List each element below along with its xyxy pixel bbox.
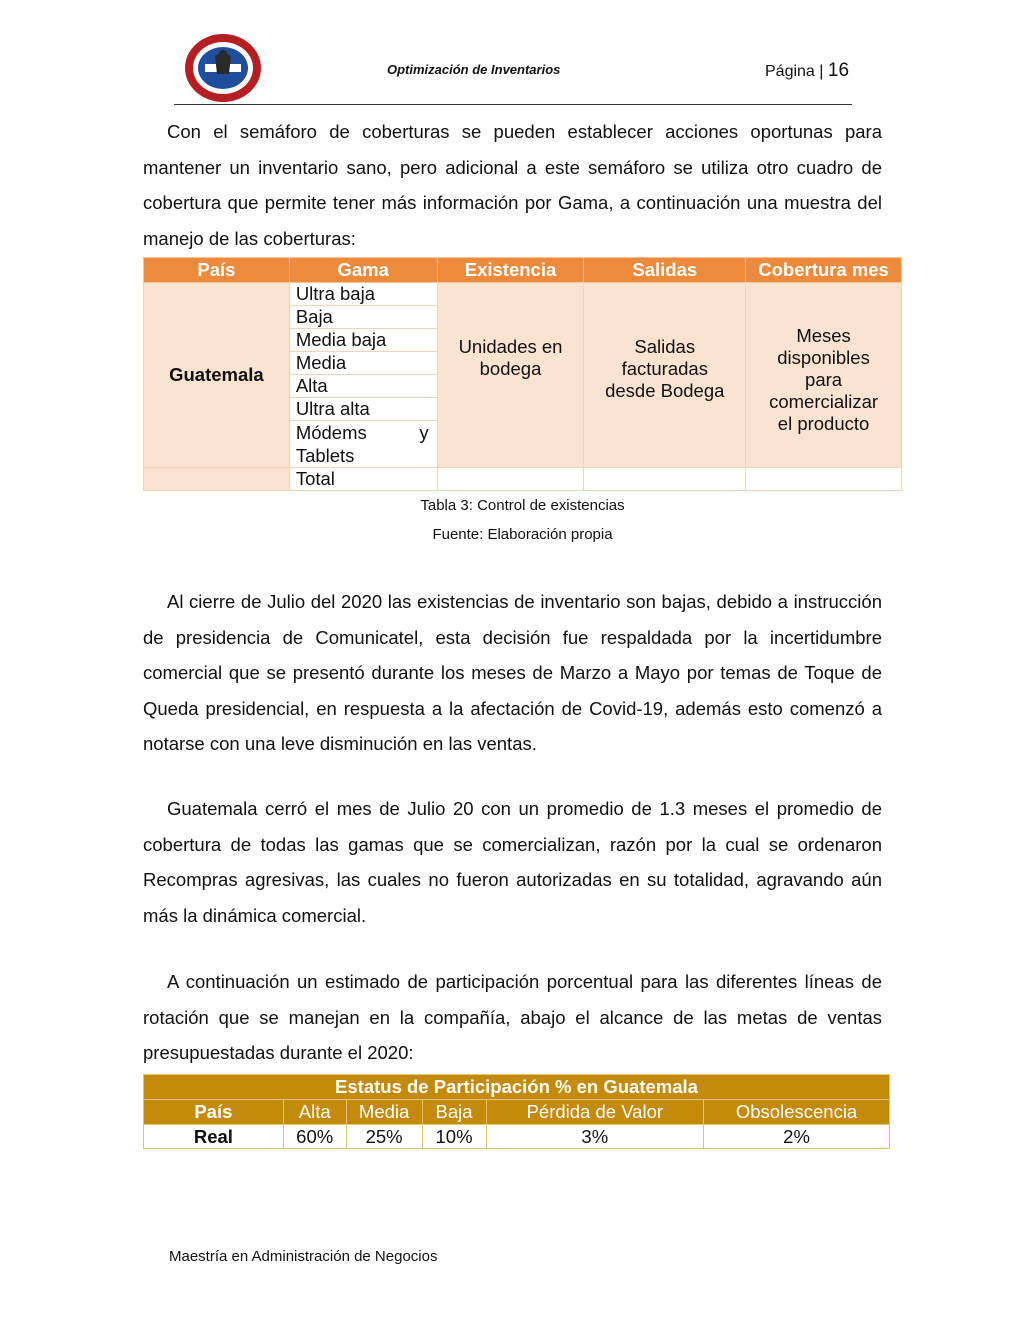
table-row xyxy=(144,468,902,491)
cobertura-cell xyxy=(746,283,902,468)
salidas-cell xyxy=(584,283,746,468)
coverage-table xyxy=(143,257,902,491)
cobertura-line-4: comercializar xyxy=(769,391,879,412)
p-value-perdida: 3% xyxy=(486,1125,704,1149)
p-header-baja: Baja xyxy=(422,1100,486,1125)
country-empty-cell xyxy=(144,468,290,491)
participation-title-row xyxy=(144,1075,890,1100)
table-caption: Tabla 3: Control de existencias xyxy=(420,497,625,514)
paragraph-4: A continuación un estimado de participación porcentual para las diferentes líneas de rotación que se manejan en la compañía, abajo el alcance de las metas de ventas presupuestadas durante el 2020: xyxy=(143,971,882,1063)
participation-header-row xyxy=(144,1100,890,1125)
p-value-alta: 60% xyxy=(283,1125,346,1149)
gama-modems-y: y xyxy=(419,422,429,443)
page-label: Página xyxy=(765,63,815,80)
gama-ultra-alta: Ultra alta xyxy=(289,398,437,421)
table-row xyxy=(144,1125,890,1149)
university-seal-logo xyxy=(183,32,263,104)
coverage-table-header xyxy=(144,258,902,283)
gama-alta: Alta xyxy=(289,375,437,398)
salidas-line-3: desde Bodega xyxy=(605,380,725,401)
gama-tablets-word: Tablets xyxy=(295,445,355,466)
gama-total: Total xyxy=(289,468,437,491)
gama-media: Media xyxy=(289,352,437,375)
header-existencia: Existencia xyxy=(437,258,584,283)
document-header-title: Optimización de Inventarios xyxy=(387,62,561,77)
p-value-media: 25% xyxy=(346,1125,422,1149)
paragraph-3: Guatemala cerró el mes de Julio 20 con un promedio de 1.3 meses el promedio de cobertura de todas las gamas que se comercializan, razón por la cual se ordenaron Recompras agresivas, las cuales no fueron autorizadas en su totalidad, agravando aún más la dinámica comercial. xyxy=(143,798,882,926)
header-gama: Gama xyxy=(289,258,437,283)
participation-title: Estatus de Participación % en Guatemala xyxy=(144,1075,890,1100)
p-value-baja: 10% xyxy=(422,1125,486,1149)
p-header-alta: Alta xyxy=(283,1100,346,1125)
existencia-cell xyxy=(437,283,584,468)
document-footer: Maestría en Administración de Negocios xyxy=(169,1248,438,1265)
header-divider xyxy=(174,104,852,105)
p-header-obsolescencia: Obsolescencia xyxy=(704,1100,890,1125)
gama-baja: Baja xyxy=(289,306,437,329)
p-header-media: Media xyxy=(346,1100,422,1125)
p-row-label: Real xyxy=(144,1125,284,1149)
header-salidas: Salidas xyxy=(584,258,746,283)
gama-media-baja: Media baja xyxy=(289,329,437,352)
salidas-line-1: Salidas xyxy=(634,336,696,357)
total-salidas-cell xyxy=(584,468,746,491)
gama-ultra-baja: Ultra baja xyxy=(289,283,437,306)
gama-modems-tablets xyxy=(289,421,437,468)
table-row xyxy=(144,283,902,306)
page-number-value: 16 xyxy=(827,60,850,81)
p-value-obsolescencia: 2% xyxy=(704,1125,890,1149)
header-cobertura: Cobertura mes xyxy=(746,258,902,283)
salidas-line-2: facturadas xyxy=(621,358,708,379)
paragraph-1: Con el semáforo de coberturas se pueden establecer acciones oportunas para mantener un inventario sano, pero adicional a este semáforo se utiliza otro cuadro de cobertura que permite tener más información por Gama, a continuación una muestra del manejo de las coberturas: xyxy=(143,121,882,249)
p-header-pais: País xyxy=(144,1100,284,1125)
cobertura-line-3: para xyxy=(805,369,843,390)
total-cobertura-cell xyxy=(746,468,902,491)
table-source: Fuente: Elaboración propia xyxy=(432,526,613,543)
participation-table xyxy=(143,1074,890,1149)
page-number: Página | 16 xyxy=(765,60,850,81)
cobertura-line-5: el producto xyxy=(777,413,870,434)
existencia-line-2: bodega xyxy=(479,358,542,379)
cobertura-line-1: Meses xyxy=(796,325,851,346)
total-existencia-cell xyxy=(437,468,584,491)
p-header-perdida: Pérdida de Valor xyxy=(486,1100,704,1125)
existencia-line-1: Unidades en xyxy=(458,336,563,357)
header-pais: País xyxy=(144,258,290,283)
paragraph-2: Al cierre de Julio del 2020 las existencias de inventario son bajas, debido a instrucción de presidencia de Comunicatel, esta decisión fue respaldada por la incertidumbre comercial que se presentó durante los meses de Marzo a Mayo por temas de Toque de Queda presidencial, en respuesta a la afectación de Covid-19, además esto comenzó a notarse con una leve disminución en las ventas. xyxy=(143,591,882,754)
cobertura-line-2: disponibles xyxy=(777,347,870,368)
country-cell: Guatemala xyxy=(144,283,290,468)
gama-modems-word: Módems xyxy=(295,422,367,443)
